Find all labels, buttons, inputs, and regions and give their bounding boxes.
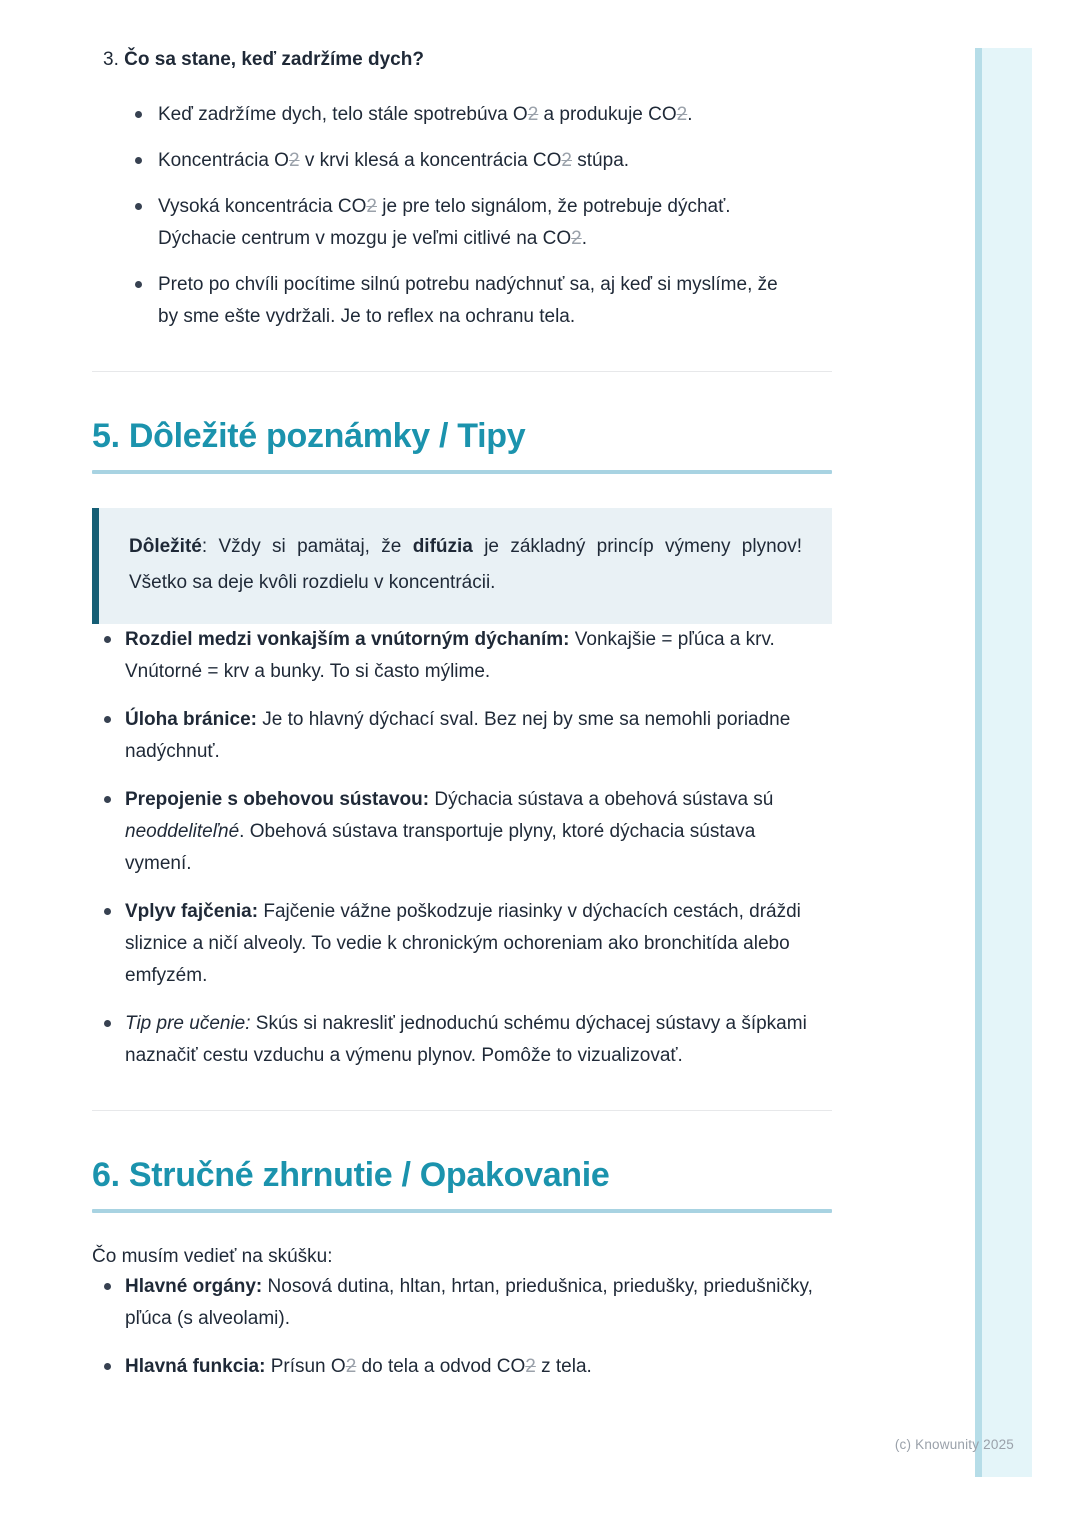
section-3-number: 3.	[103, 49, 119, 70]
list-item-text: Tip pre učenie: Skús si nakresliť jednoduchú schému dýchacej sústavy a šípkami naznačiť cestu vzduchu a výmenu plynov. Pomôže to vizualizovať.	[125, 1013, 807, 1066]
list-item	[92, 145, 832, 177]
page-edge-accent-bar	[975, 48, 1032, 1477]
list-item-text: Hlavné orgány: Nosová dutina, hltan, hrtan, priedušnica, priedušky, priedušničky, pľúca (s alveolami).	[125, 1276, 813, 1329]
copyright-footer: (c) Knowunity 2025	[894, 1437, 1014, 1452]
list-item	[92, 624, 832, 688]
list-item-text: Hlavná funkcia: Prísun O2 do tela a odvod CO2 z tela.	[125, 1356, 592, 1377]
list-item	[92, 1351, 832, 1383]
section-3-heading	[92, 47, 832, 73]
important-callout	[92, 508, 832, 624]
important-callout-text: Dôležité: Vždy si pamätaj, že difúzia je základný princíp výmeny plynov! Všetko sa deje kvôli rozdielu v koncentrácii.	[129, 536, 802, 593]
list-item-text: Rozdiel medzi vonkajším a vnútorným dýchaním: Vonkajšie = pľúca a krv. Vnútorné = krv a bunky. To si často mýlime.	[125, 629, 775, 682]
list-item	[92, 896, 832, 992]
list-item-text: Keď zadržíme dych, telo stále spotrebúva O2 a produkuje CO2.	[158, 104, 693, 125]
section-3-list	[92, 99, 832, 333]
list-item	[92, 1008, 832, 1072]
list-item-text: Vysoká koncentrácia CO2 je pre telo signálom, že potrebuje dýchať. Dýchacie centrum v mozgu je veľmi citlivé na CO2.	[158, 196, 731, 249]
document-content	[92, 0, 832, 1383]
list-item-text: Koncentrácia O2 v krvi klesá a koncentrácia CO2 stúpa.	[158, 150, 630, 171]
section-5-heading-rule	[92, 470, 832, 474]
list-item	[92, 99, 832, 131]
section-5-heading: 5. Dôležité poznámky / Tipy	[92, 417, 526, 455]
list-item-text: Prepojenie s obehovou sústavou: Dýchacia sústava a obehová sústava sú neoddeliteľné. Obehová sústava transportuje plyny, ktoré dýchacia sústava vymení.	[125, 789, 774, 874]
section-6-intro: Čo musím vedieť na skúšku:	[92, 1246, 333, 1267]
section-6-heading-rule	[92, 1209, 832, 1213]
section-6-list	[92, 1271, 832, 1383]
section-divider	[92, 371, 832, 372]
list-item	[92, 1271, 832, 1335]
list-item	[92, 784, 832, 880]
list-item-text: Preto po chvíli pocítime silnú potrebu nadýchnuť sa, aj keď si myslíme, že by sme ešte vydržali. Je to reflex na ochranu tela.	[158, 274, 778, 327]
list-item	[92, 269, 832, 333]
section-5-list	[92, 624, 832, 1072]
list-item-text: Úloha bránice: Je to hlavný dýchací sval. Bez nej by sme sa nemohli poriadne nadýchnuť.	[125, 709, 791, 762]
list-item	[92, 704, 832, 768]
list-item-text: Vplyv fajčenia: Fajčenie vážne poškodzuje riasinky v dýchacích cestách, dráždi sliznice a ničí alveoly. To vedie k chronickým ochoreniam ako bronchitída alebo emfyzém.	[125, 901, 801, 986]
section-3-title: Čo sa stane, keď zadržíme dych?	[124, 49, 424, 70]
section-6-heading: 6. Stručné zhrnutie / Opakovanie	[92, 1156, 610, 1194]
section-divider	[92, 1110, 832, 1111]
list-item	[92, 191, 832, 255]
